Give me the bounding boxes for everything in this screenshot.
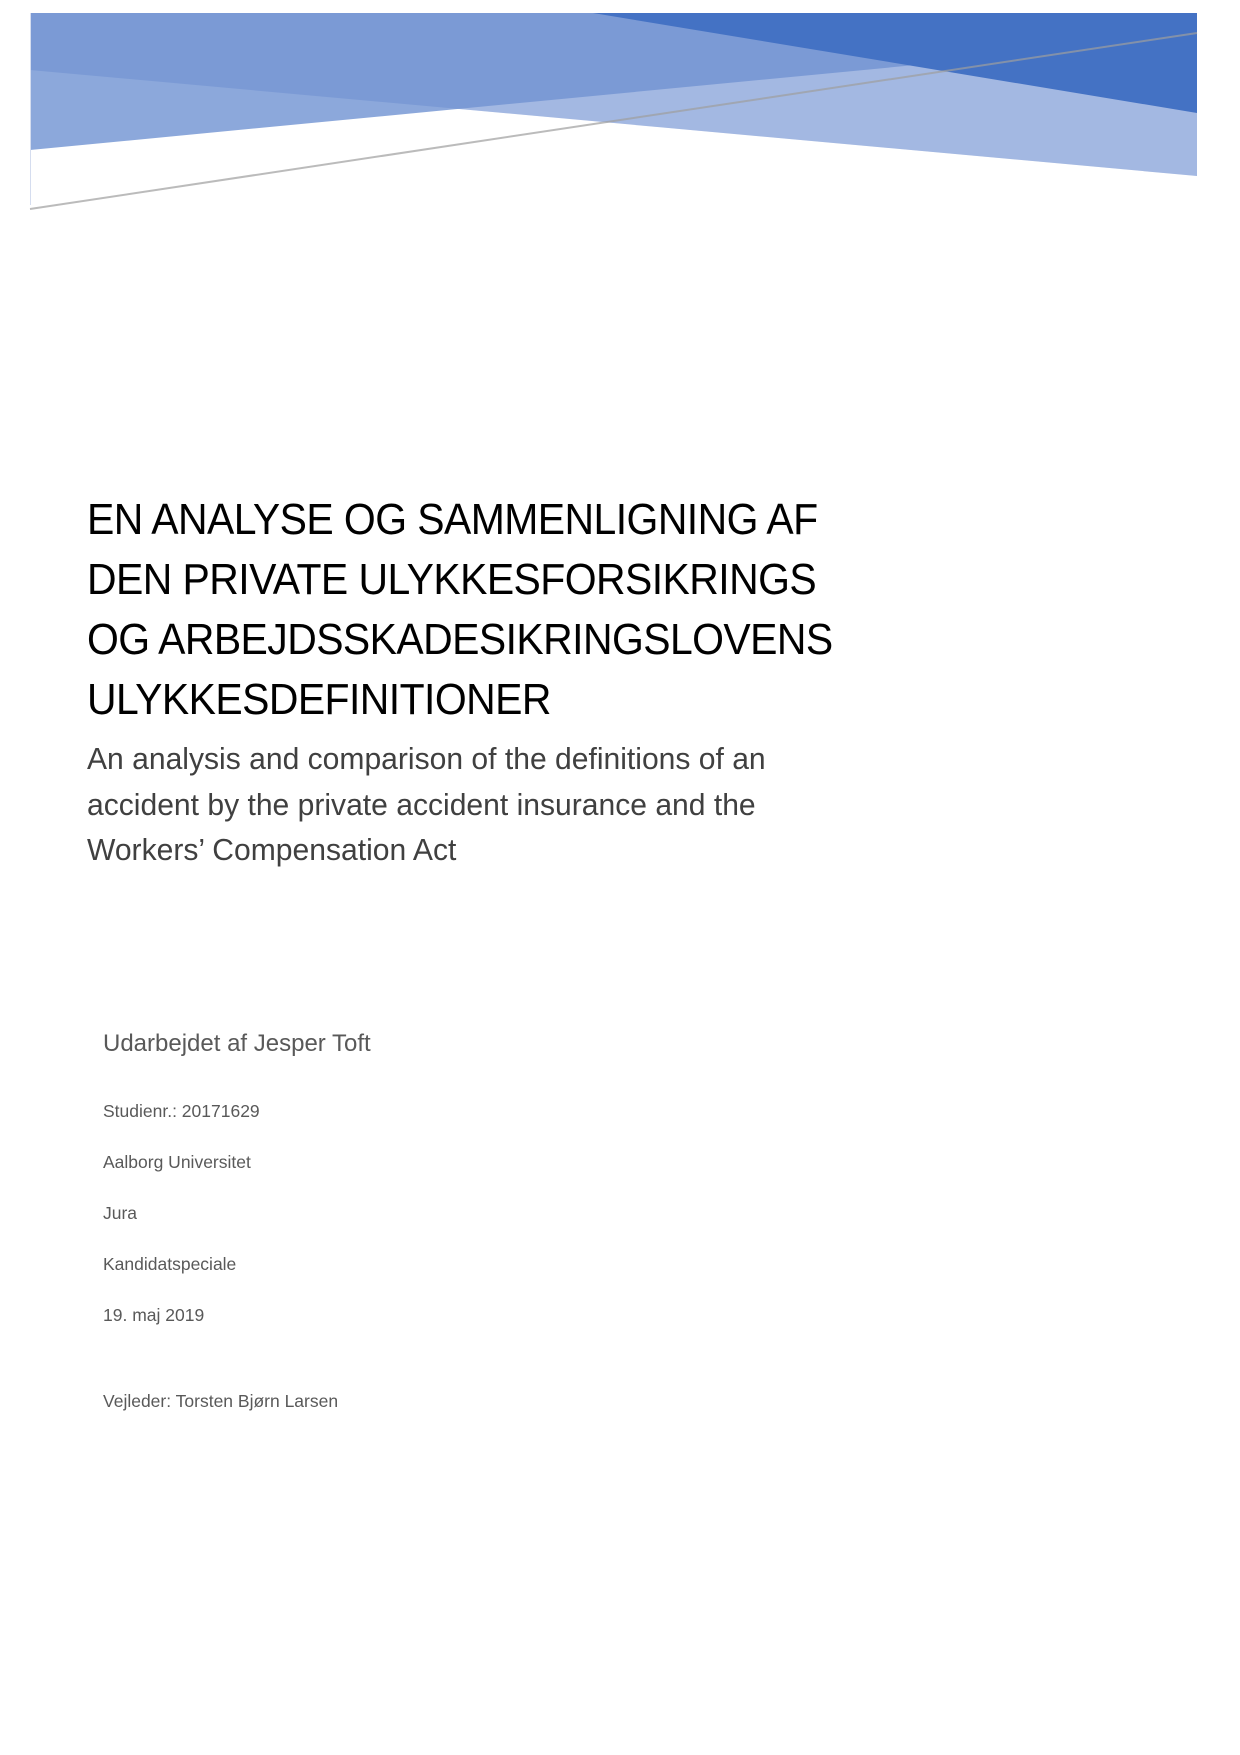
document-title [87,490,987,730]
subtitle-line-1: An analysis and comparison of the definitions of an [87,741,766,776]
title-line-4: ULYKKESDEFINITIONER [87,675,551,724]
prepared-by: Udarbejdet af Jesper Toft [103,1030,371,1057]
title-line-1: EN ANALYSE OG SAMMENLIGNING AF [87,495,818,544]
thesis-type: Kandidatspeciale [103,1254,237,1274]
title-line-3: OG ARBEJDSSKADESIKRINGSLOVENS [87,615,833,664]
subtitle-line-3: Workers’ Compensation Act [87,832,457,867]
submission-date: 19. maj 2019 [103,1305,205,1325]
field-of-study: Jura [103,1203,138,1223]
document-subtitle [87,736,987,873]
subtitle-line-2: accident by the private accident insurance and the [87,786,756,822]
header-decorative-graphic [0,0,1240,230]
supervisor: Vejleder: Torsten Bjørn Larsen [103,1391,339,1411]
title-line-2: DEN PRIVATE ULYKKESFORSIKRINGS [87,555,817,604]
student-number: Studienr.: 20171629 [103,1101,260,1121]
university: Aalborg Universitet [103,1152,251,1172]
